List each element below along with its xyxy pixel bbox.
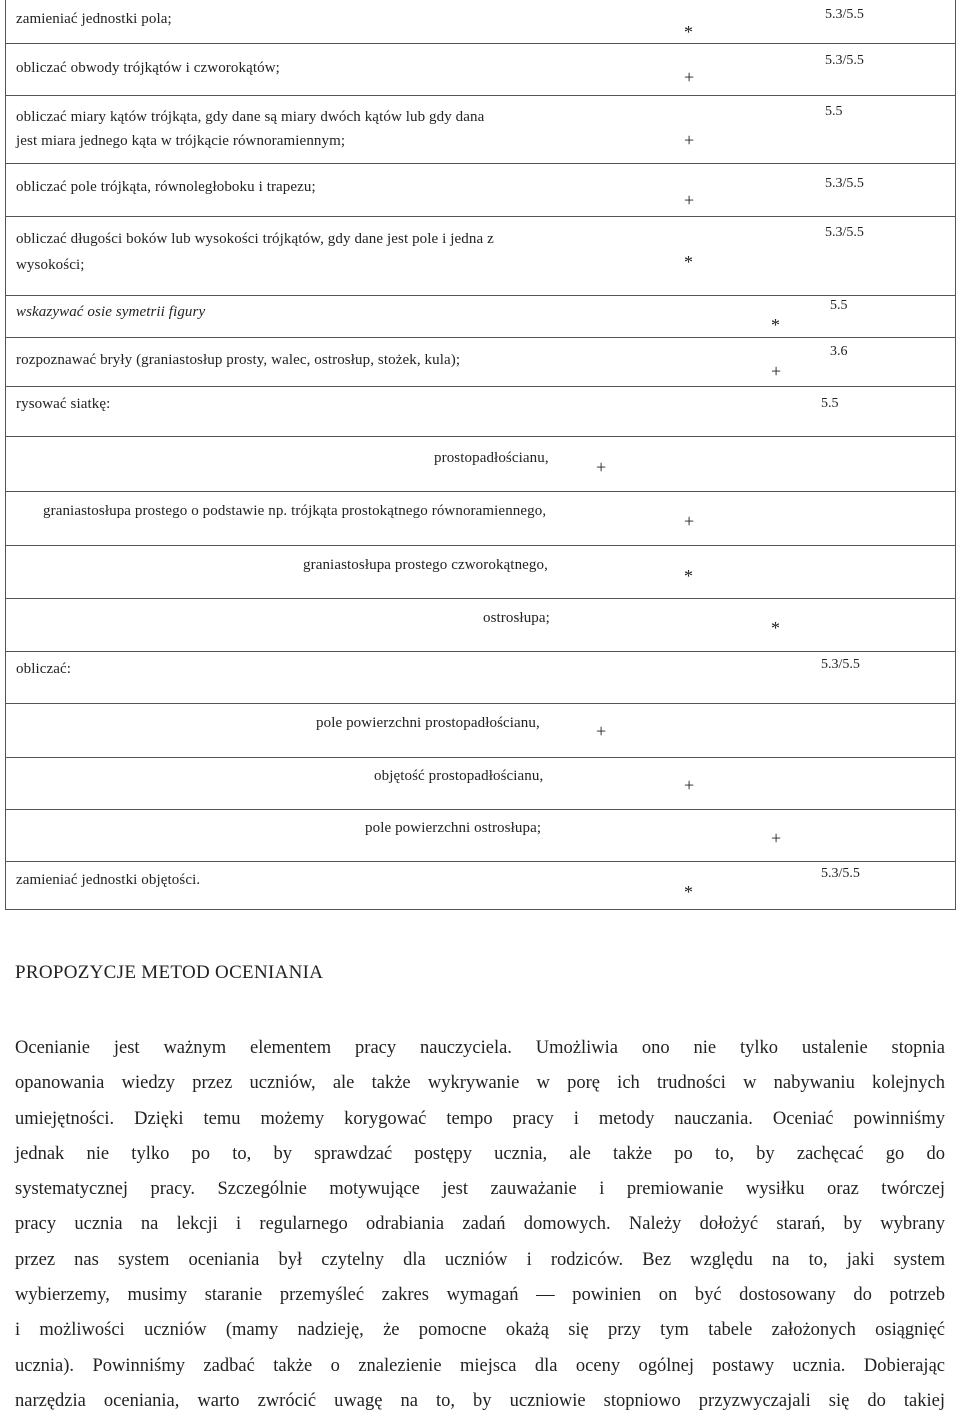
requirement-text: obliczać obwody trójkątów i czworokątów; bbox=[16, 60, 280, 76]
requirements-table bbox=[5, 0, 956, 910]
standard-code: 5.5 bbox=[821, 396, 839, 411]
section-heading: PROPOZYCJE METOD OCENIANIA bbox=[15, 962, 324, 983]
level-mark: + bbox=[684, 130, 695, 150]
requirement-text: wysokości; bbox=[16, 257, 85, 273]
row-divider bbox=[6, 598, 955, 599]
requirement-text: ostrosłupa; bbox=[483, 610, 550, 626]
level-mark: + bbox=[596, 457, 607, 477]
row-divider bbox=[6, 163, 955, 164]
requirement-text: graniastosłupa prostego o podstawie np. trójkąta prostokątnego równoramiennego, bbox=[43, 503, 547, 519]
level-mark: * bbox=[684, 882, 693, 902]
row-divider bbox=[6, 491, 955, 492]
row-divider bbox=[6, 757, 955, 758]
row-divider bbox=[6, 216, 955, 217]
requirement-text: obliczać długości boków lub wysokości trójkątów, gdy dane jest pole i jedna z bbox=[16, 231, 494, 247]
requirement-text: pole powierzchni ostrosłupa; bbox=[365, 820, 542, 836]
requirement-text: prostopadłościanu, bbox=[434, 450, 549, 466]
requirement-text: obliczać: bbox=[16, 661, 72, 677]
paragraph-line: narzędzia oceniania, warto zwrócić uwagę na to, by uczniowie stopniowo przyzwyczajali się do takiej bbox=[15, 1390, 945, 1411]
paragraph-line: i możliwości uczniów (mamy nadzieję, że pomocne okażą się przy tym tabele założonych osiągnięć bbox=[15, 1320, 945, 1341]
requirement-text: wskazywać osie symetrii figury bbox=[16, 304, 206, 320]
paragraph-line: Ocenianie jest ważnym elementem pracy nauczyciela. Umożliwia ono nie tylko ustalenie stopnia bbox=[15, 1038, 945, 1058]
level-mark: + bbox=[771, 361, 782, 381]
paragraph-line: systematycznej pracy. Szczególnie motywujące jest zauważanie i premiowanie wysiłku oraz twórczej bbox=[15, 1179, 945, 1200]
row-divider bbox=[6, 861, 955, 862]
standard-code: 5.5 bbox=[825, 104, 843, 119]
row-divider bbox=[6, 95, 955, 96]
paragraph-line: ucznia). Powinniśmy zadbać także o znalezienie miejsca dla oceny ogólnej postawy ucznia. Dobierając bbox=[15, 1355, 945, 1376]
paragraph-line: pracy ucznia na lekcji i regularnego odrabiania zadań domowych. Należy dołożyć starań, by wybrany bbox=[15, 1214, 945, 1235]
row-divider bbox=[6, 337, 955, 338]
level-mark: * bbox=[684, 22, 693, 42]
standard-code: 5.3/5.5 bbox=[825, 225, 864, 240]
requirement-text: graniastosłupa prostego czworokątnego, bbox=[303, 557, 548, 573]
paragraph-line: jednak nie tylko po to, by sprawdzać postępy ucznia, ale także po to, by zachęcać go do bbox=[15, 1143, 945, 1164]
paragraph-line: wybierzemy, musimy staranie przemyśleć zakres wymagań — powinien on być dostosowany do potrzeb bbox=[15, 1285, 945, 1306]
requirement-text: rozpoznawać bryły (graniastosłup prosty, walec, ostrosłup, stożek, kula); bbox=[16, 352, 461, 368]
requirement-text: obliczać miary kątów trójkąta, gdy dane są miary dwóch kątów lub gdy dana bbox=[16, 109, 485, 125]
requirement-text: pole powierzchni prostopadłościanu, bbox=[316, 715, 540, 731]
level-mark: + bbox=[684, 190, 695, 210]
standard-code: 3.6 bbox=[830, 344, 848, 359]
row-divider bbox=[6, 651, 955, 652]
row-divider bbox=[6, 703, 955, 704]
requirement-text: zamieniać jednostki objętości. bbox=[16, 872, 201, 888]
standard-code: 5.3/5.5 bbox=[821, 866, 860, 881]
level-mark: + bbox=[596, 721, 607, 741]
paragraph-line: przez nas system oceniania był czytelny dla uczniów i rodziców. Bez względu na to, jaki system bbox=[15, 1249, 945, 1270]
standard-code: 5.3/5.5 bbox=[825, 7, 864, 22]
standard-code: 5.5 bbox=[830, 298, 848, 313]
row-divider bbox=[6, 386, 955, 387]
level-mark: * bbox=[684, 252, 693, 272]
requirement-text: objętość prostopadłościanu, bbox=[374, 768, 544, 784]
row-divider bbox=[6, 809, 955, 810]
paragraph bbox=[15, 1031, 945, 1419]
standard-code: 5.3/5.5 bbox=[825, 53, 864, 68]
row-divider bbox=[6, 436, 955, 437]
level-mark: + bbox=[684, 67, 695, 87]
row-divider bbox=[6, 295, 955, 296]
level-mark: + bbox=[684, 775, 695, 795]
row-divider bbox=[6, 43, 955, 44]
level-mark: * bbox=[771, 315, 780, 335]
requirement-text: rysować siatkę: bbox=[16, 396, 111, 412]
level-mark: + bbox=[771, 828, 782, 848]
paragraph-line: opanowania wiedzy przez uczniów, ale także wykrywanie w porę ich trudności w nabywaniu kolejnych bbox=[15, 1073, 945, 1094]
requirement-text: zamieniać jednostki pola; bbox=[16, 11, 172, 27]
level-mark: + bbox=[684, 511, 695, 531]
requirement-text: obliczać pole trójkąta, równoległoboku i trapezu; bbox=[16, 179, 316, 195]
standard-code: 5.3/5.5 bbox=[825, 176, 864, 191]
paragraph-line: umiejętności. Dzięki temu możemy korygować tempo pracy i metody nauczania. Oceniać powinniśmy bbox=[15, 1108, 945, 1129]
requirement-text: jest miara jednego kąta w trójkącie równoramiennym; bbox=[16, 133, 346, 149]
standard-code: 5.3/5.5 bbox=[821, 657, 860, 672]
level-mark: * bbox=[771, 618, 780, 638]
level-mark: * bbox=[684, 566, 693, 586]
row-divider bbox=[6, 545, 955, 546]
